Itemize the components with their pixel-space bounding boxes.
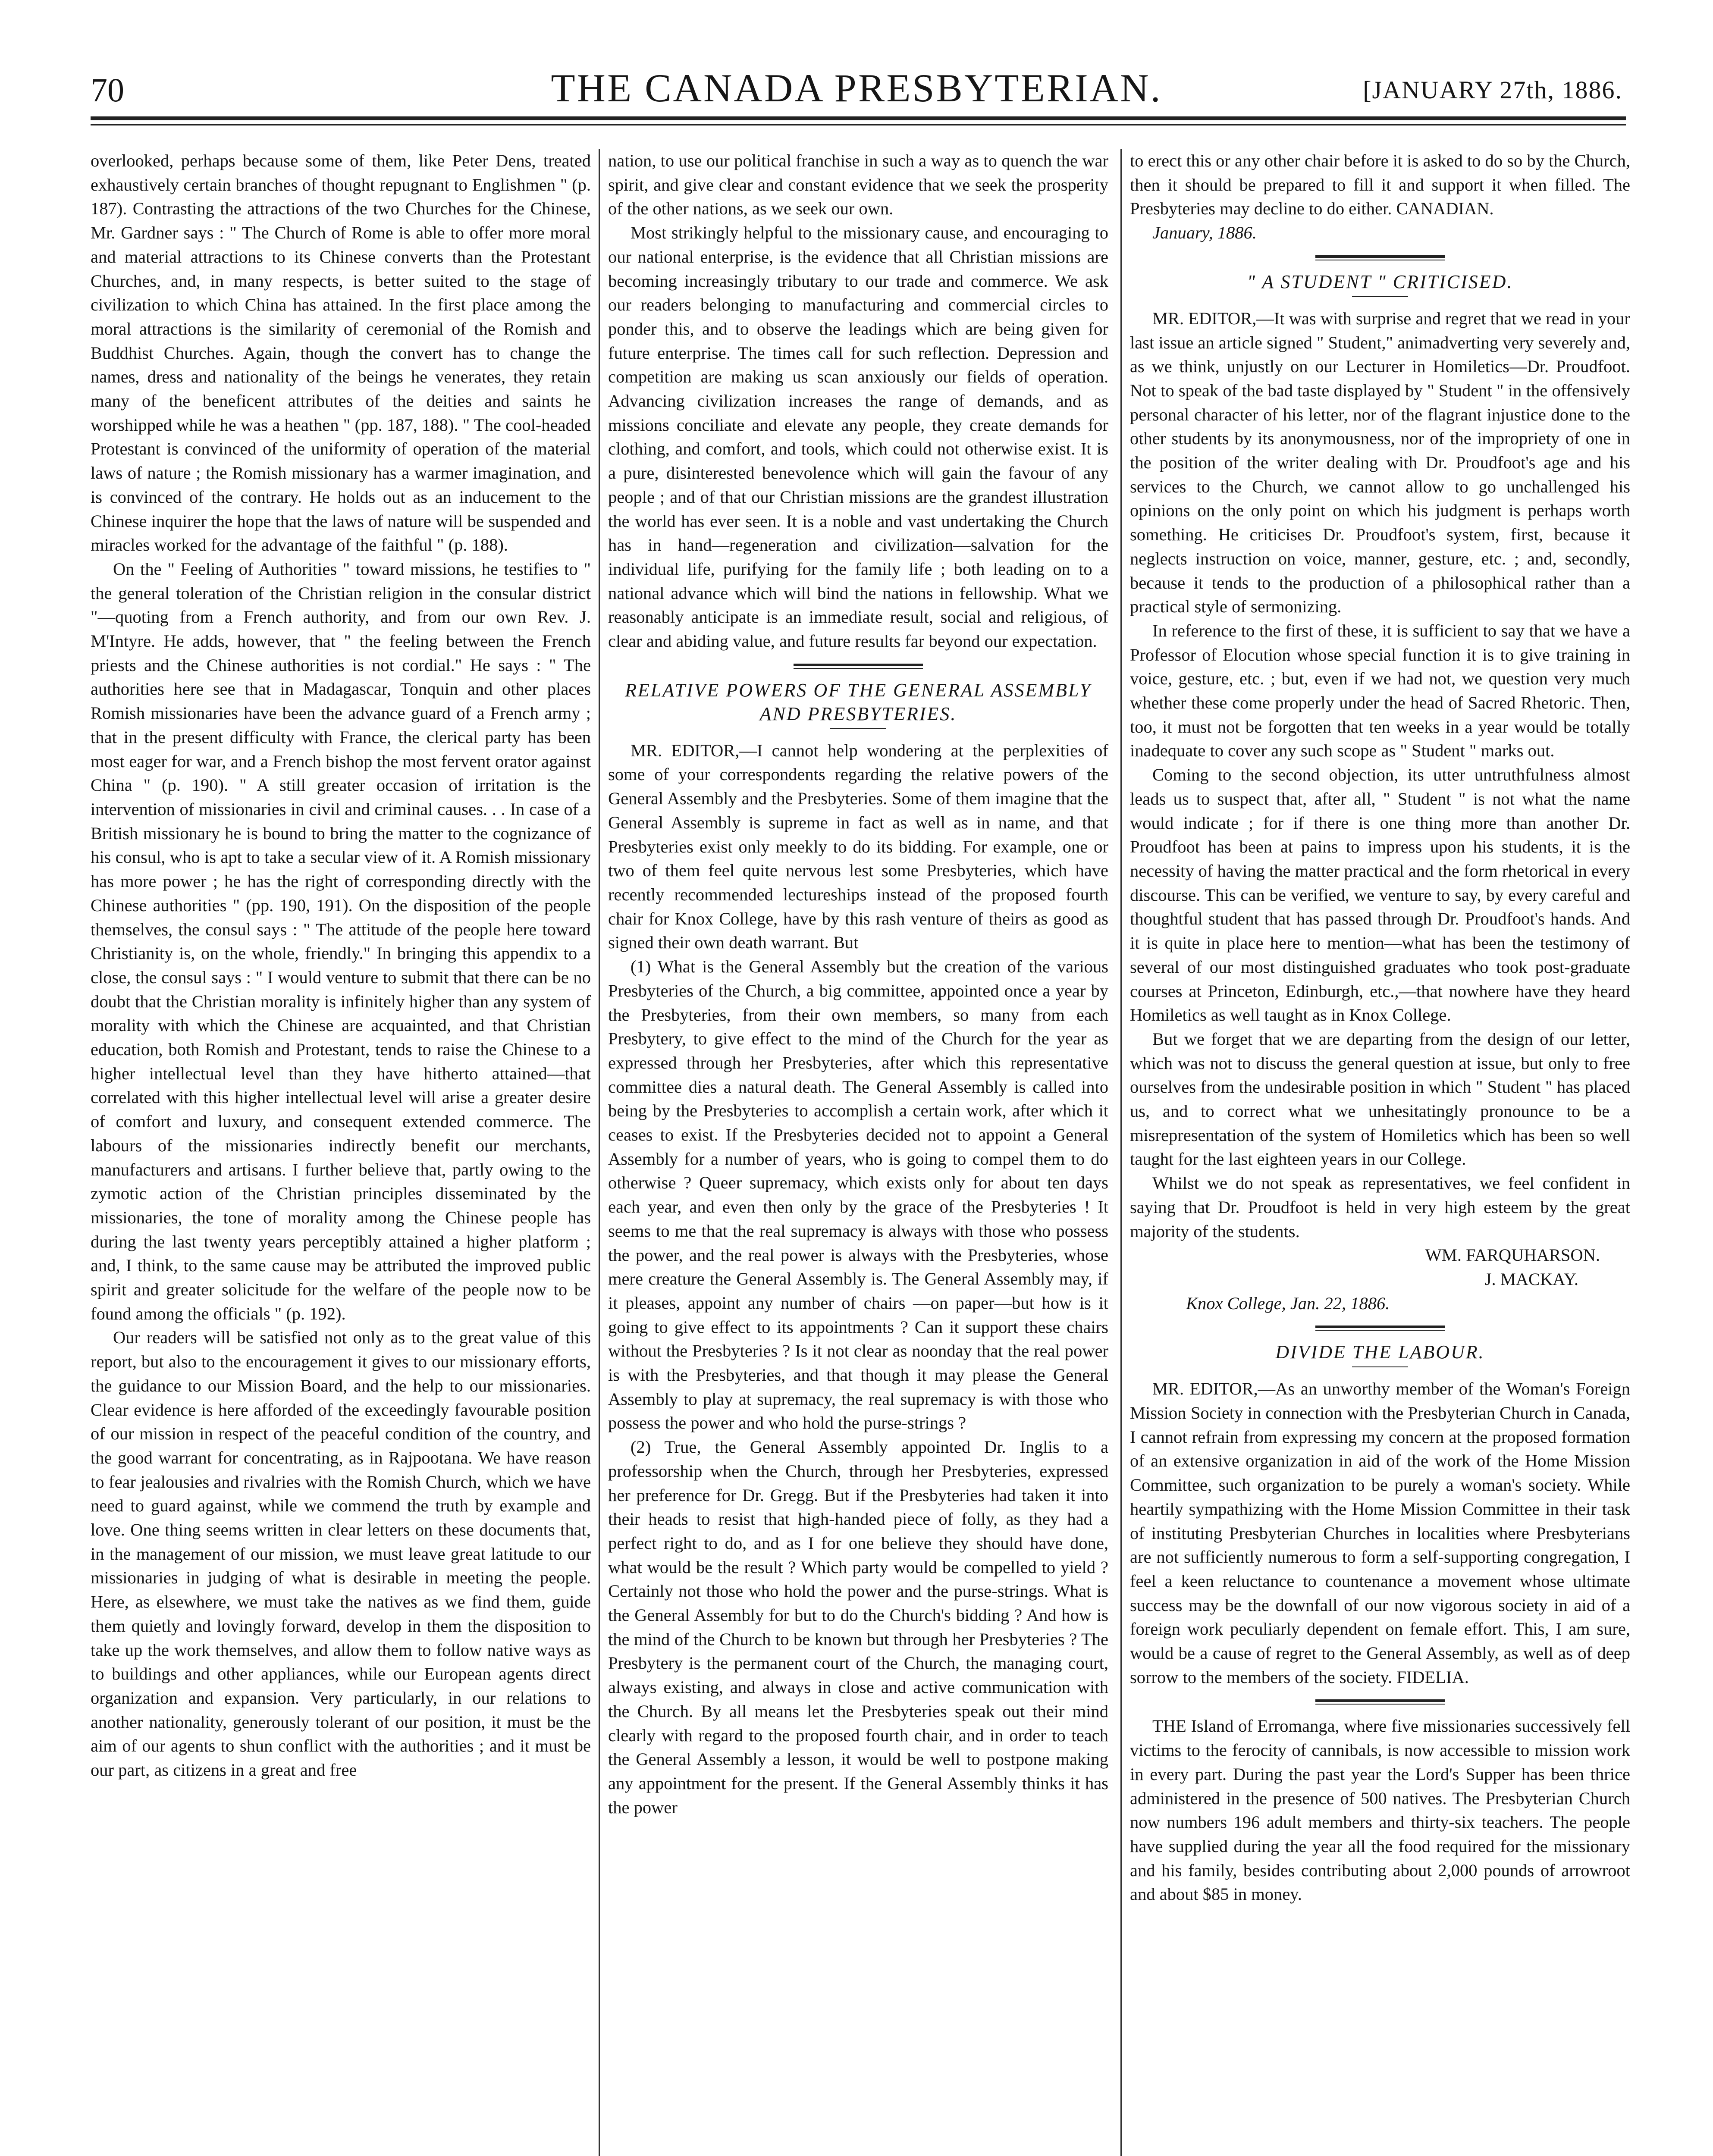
letter-paragraph: (2) True, the General Assembly appointed Dr. Inglis to a professorship when the Church, through her Presbyteries, expressed her preference for Dr. Gregg. But if the Presbyteries had taken it into their heads to resist that high-handed piece of folly, as they had a perfect right to do, and as I for one believe they should have done, what would be the result ? Which party would be compelled to yield ? Certainly not those who hold the power and the purse-strings. What is the General Assembly for but to do the Church's bidding ? And how is the mind of the Church to be known but through her Presbyteries ? The Presbytery is the permanent court of the Church, the managing court, always existing, and always in close and active communication with the Church. By all means let the Presbyteries speak out their mind clearly with regard to the proposed fourth chair, and in order to teach the General Assembly a lesson, it would be well to postpone making any appointment for the present. If the General Assembly thinks it has the power xyxy=(608,1437,1108,1817)
letter-paragraph: But we forget that we are departing from the design of our letter, which was not to discuss the general question at issue, but only to free ourselves from the undesirable position in which " Student " has placed us, and to correct what we unhesitatingly pronounce to be a misrepresentation of the system of Homiletics which has been so well taught for the last eighteen years in our College. xyxy=(1130,1029,1630,1169)
header-rule-thick xyxy=(91,116,1626,120)
page-number: 70 xyxy=(91,71,124,109)
letter-signature: J. MACKAY. xyxy=(1484,1269,1578,1289)
header-rule-thin xyxy=(91,124,1626,125)
heading-rule xyxy=(1352,296,1408,297)
article-paragraph: Our readers will be satisfied not only as to the great value of this report, but also to the encouragement it gives to our missionary efforts, the guidance to our Mission Board, and the help to our missionaries. Clear evidence is here afforded of the exceedingly favourable position of our mission in respect of the peaceful condition of the country, and the good warrant for concentrating, as in Rajpootana. We have reason to fear jealousies and rivalries with the Romish Church, which we have need to guard against, while we commend the truth by example and love. One thing seems written in clear letters on these documents that, in the management of our mission, we must leave great latitude to our missionaries in judging of what is desirable in meeting the people. Here, as elsewhere, we must take the natives as we find them, guide them quietly and lovingly forward, develop in them the disposition to take up the work themselves, and allow them to follow native ways as to buildings and other appliances, while our European agents direct organization and expansion. Very particularly, in our relations to another nationality, generously tolerant of our position, it must be the aim of our agents to shun conflict with the authorities ; and it must be our part, as citizens in a great and free xyxy=(91,1328,591,1780)
article-paragraph: On the " Feeling of Authorities " toward missions, he testifies to " the general toleration of the Christian religion in the consular district "—quoting from a French authority, and from our own Rev. J. M'Intyre. He adds, however, that " the feeling between the French priests and the Chinese authorities is not cordial." He says : " The authorities here see that in Madagascar, Tonquin and other places Romish missionaries have been the advance guard of a French army ; that in the present difficulty with France, the clerical party has been most eager for war, and a French bishop the most fervent orator against China " (p. 190). " A still greater occasion of irritation is the intervention of missionaries in civil and criminal causes. . . In case of a British missionary he is bound to bring the matter to the cognizance of his consul, who is apt to take a secular view of it. A Romish missionary has more power ; he has the right of corresponding directly with the Chinese authorities " (pp. 190, 191). On the disposition of the people themselves, the consul says : " The attitude of the people here toward Christianity is, on the whole, friendly." In bringing this appendix to a close, the consul says : " I would venture to submit that there can be no doubt that the Christian morality is infinitely higher than any system of morality with which the Chinese are acquainted, and that Christian education, both Romish and Protestant, tends to raise the Chinese to a higher intellectual level than they have hitherto attained—that correlated with this higher intellectual level will arise a greater desire of comfort and luxury, and consequent extended commerce. The labours of the missionaries indirectly benefit our merchants, manufacturers and artisans. I further believe that, partly owing to the zymotic action of the Christian principles disseminated by the missionaries, the tone of morality among the Chinese people has during the last twenty years perceptibly attained a higher platform ; and, I think, to the same cause may be attributed the improved public spirit and greater solicitude for the welfare of the people now to be found among the officials " (p. 192). xyxy=(91,559,591,1323)
column-2 xyxy=(608,149,1108,2156)
letter-paragraph: MR. EDITOR,—It was with surprise and regret that we read in your last issue an article signed " Student," animadverting very severely and, as we think, unjustly on our Lecturer in Homiletics—Dr. Proudfoot. Not to speak of the bad taste displayed by " Student " in the offensively personal character of his letter, nor of the flagrant injustice done to the other students by its anonymousness, nor of the impropriety of one in the position of the writer dealing with Dr. Proudfoot's age and his services to the Church, we cannot allow to go unchallenged his opinions on the only point on which his judgment is perhaps worth something. He criticises Dr. Proudfoot's system, first, because it neglects instruction on voice, manner, gesture, etc. ; and, secondly, because it tends to the production of a philosophical rather than a practical style of sermonizing. xyxy=(1130,308,1630,617)
section-separator xyxy=(1315,1326,1445,1331)
issue-date: [JANUARY 27th, 1886. xyxy=(1363,76,1622,104)
column-divider xyxy=(599,149,600,2156)
letter-paragraph: to erect this or any other chair before it is asked to do so by the Church, then it should be prepared to fill it and support it when filled. The Presbyteries may decline to do either. CANADIAN. xyxy=(1130,151,1630,219)
letter-dateline: January, 1886. xyxy=(1152,223,1257,243)
section-separator xyxy=(794,664,923,669)
column-3 xyxy=(1130,149,1630,2156)
news-paragraph: THE Island of Erromanga, where five missionaries successively fell victims to the ferocity of cannibals, is now accessible to mission work in every part. During the past year the Lord's Supper has been thrice administered in the presence of 500 natives. The Presbyterian Church now numbers 196 adult members and thirty-six teachers. The people have supplied during the year all the food required for the missionary and his family, besides contributing about 2,000 pounds of arrowroot and about $85 in money. xyxy=(1130,1716,1630,1904)
article-paragraph: nation, to use our political franchise in such a way as to quench the war spirit, and give clear and constant evidence that we seek the prosperity of the other nations, as we seek our own. xyxy=(608,151,1108,219)
article-paragraph: overlooked, perhaps because some of them, like Peter Dens, treated exhaustively certain branches of thought repugnant to Englishmen " (p. 187). Contrasting the attractions of the two Churches for the Chinese, Mr. Gardner says : " The Church of Rome is able to offer more moral and material attractions to its Chinese converts than the Protestant Churches, and, in many respects, is better suited to the stage of civilization to which China has attained. In the first place among the moral attractions is the similarity of ceremonial of the Romish and Buddhist Churches. Again, though the convert has to change the names, dress and nationality of the beings he venerates, they retain many of the beneficent attributes of the deities and saints he worshipped while he was a heathen " (pp. 187, 188). " The cool-headed Protestant is convinced of the uniformity of operation of the material laws of nature ; the Romish missionary has a warmer imagination, and is convinced of the contrary. He holds out as an inducement to the Chinese inquirer the hope that the laws of nature will be suspended and miracles worked for the advantage of the faithful " (p. 188). xyxy=(91,151,591,555)
heading-rule xyxy=(1352,1366,1408,1367)
letter-paragraph: In reference to the first of these, it is sufficient to say that we have a Professor of Elocution whose special function it is to give training in voice, gesture, etc. ; but, even if we had not, we question very much whether these come properly under the head of Sacred Rhetoric. Then, too, it must not be forgotten that ten weeks in a year would be totally inadequate to cover any such scope as " Student " marks out. xyxy=(1130,620,1630,761)
letter-paragraph: Coming to the second objection, its utter untruthfulness almost leads us to suspect that, after all, " Student " is not what the name would indicate ; for if there is one thing more than another Dr. Proudfoot has been at pains to impress upon his students, it is the necessity of having the matter practical and the form rhetorical in every discourse. This can be verified, we venture to say, by every careful and thoughtful student that has passed through Dr. Proudfoot's hands. And it is quite in place here to mention—what has been the testimony of several of our most distinguished graduates who took post-graduate courses at Princeton, Edinburgh, etc.,—that nowhere have they heard Homiletics as well taught as in Knox College. xyxy=(1130,765,1630,1025)
section-separator xyxy=(1315,255,1445,260)
letter-signature: WM. FARQUHARSON. xyxy=(1425,1245,1600,1265)
letter-place-date: Knox College, Jan. 22, 1886. xyxy=(1186,1293,1390,1313)
letter-paragraph: MR. EDITOR,—I cannot help wondering at the perplexities of some of your correspondents regarding the relative powers of the General Assembly and the Presbyteries. Some of them imagine that the General Assembly is supreme in fact as well as in name, and that Presbyteries exist only meekly to do its bidding. For example, one or two of them feel quite nervous lest some Presbyteries, which have recently recommended lectureships instead of the proposed fourth chair for Knox College, have by this rash venture of theirs as good as signed their own death warrant. But xyxy=(608,740,1108,953)
section-heading-relative-powers: RELATIVE POWERS OF THE GENERAL ASSEMBLY AND PRESBYTERIES. xyxy=(624,679,1092,724)
column-1 xyxy=(91,149,591,2156)
article-paragraph: Most strikingly helpful to the missionary cause, and encouraging to our national enterprise, is the evidence that all Christian missions are becoming increasingly tributary to our trade and commerce. We ask our readers belonging to manufacturing and commercial circles to ponder this, and to observe the leadings which are being given for future enterprise. The times call for such reflection. Depression and competition are making us scan anxiously our fields of operation. Advancing civilization increases the range of demands, and as missions conciliate and elevate any people, they create demands for clothing, and comfort, and tools, which could not otherwise exist. It is a pure, disinterested benevolence which will gain the favour of any people ; and of that our Christian missions are the grandest illustration the world has ever seen. It is a noble and vast undertaking the Church has in hand—regeneration and civilization—salvation for the individual life, purifying for the family life ; both leading on to a national advance which will bind the nations in fellowship. What we reasonably anticipate is an immediate result, social and religious, of clear and abiding value, and future results far beyond our expectation. xyxy=(608,223,1108,651)
section-heading-divide-the-labour: DIVIDE THE LABOUR. xyxy=(1275,1341,1485,1363)
section-heading-student-criticised: " A STUDENT " CRITICISED. xyxy=(1247,271,1513,292)
section-separator xyxy=(1315,1699,1445,1705)
masthead xyxy=(0,0,1713,116)
letter-paragraph: MR. EDITOR,—As an unworthy member of the Woman's Foreign Mission Society in connection with the Presbyterian Church in Canada, I cannot refrain from expressing my concern at the proposed formation of an extensive organization in aid of the work of the Home Mission Committee, such organization to be purely a woman's society. While heartily sympathizing with the Home Mission Committee in their task of instituting Presbyterian Churches in localities where Presbyterians are not sufficiently numerous to form a self-supporting congregation, I feel a keen reluctance to countenance a movement whose ultimate success may be the downfall of our now vigorous society in aid of a foreign work peculiarly dependent on female effort. This, I am sure, would be a cause of regret to the General Assembly, as well as of deep sorrow to the members of the society. FIDELIA. xyxy=(1130,1379,1630,1687)
letter-paragraph: Whilst we do not speak as representatives, we feel confident in saying that Dr. Proudfoot is held in very high esteem by the great majority of the students. xyxy=(1130,1173,1630,1241)
column-divider xyxy=(1120,149,1122,2156)
letter-paragraph: (1) What is the General Assembly but the creation of the various Presbyteries of the Church, a big committee, appointed once a year by the Presbyteries, from their own members, so many from each Presbytery, to give effect to the mind of the Church for the year as expressed through her Presbyteries, after which this representative committee dies a natural death. The General Assembly is called into being by the Presbyteries to accomplish a certain work, after which it ceases to exist. If the Presbyteries decided not to appoint a General Assembly for a number of years, who is going to compel them to do otherwise ? Queer supremacy, which exists only for about ten days each year, and even then only by the grace of the Presbyteries ! It seems to me that the real supremacy is always with those who possess the power, and the real power is always with the Presbyteries, whose mere creature the General Assembly is. The General Assembly may, if it pleases, appoint any number of chairs —on paper—but how is it going to give effect to its appointments ? Can it support these chairs without the Presbyteries ? Is it not clear as noonday that the real power is with the Presbyteries, and that though it may please the General Assembly to play at supremacy, the real supremacy is with those who possess the power and who hold the purse-strings ? xyxy=(608,957,1108,1433)
newspaper-title: THE CANADA PRESBYTERIAN. xyxy=(551,66,1162,110)
heading-rule xyxy=(830,728,886,729)
